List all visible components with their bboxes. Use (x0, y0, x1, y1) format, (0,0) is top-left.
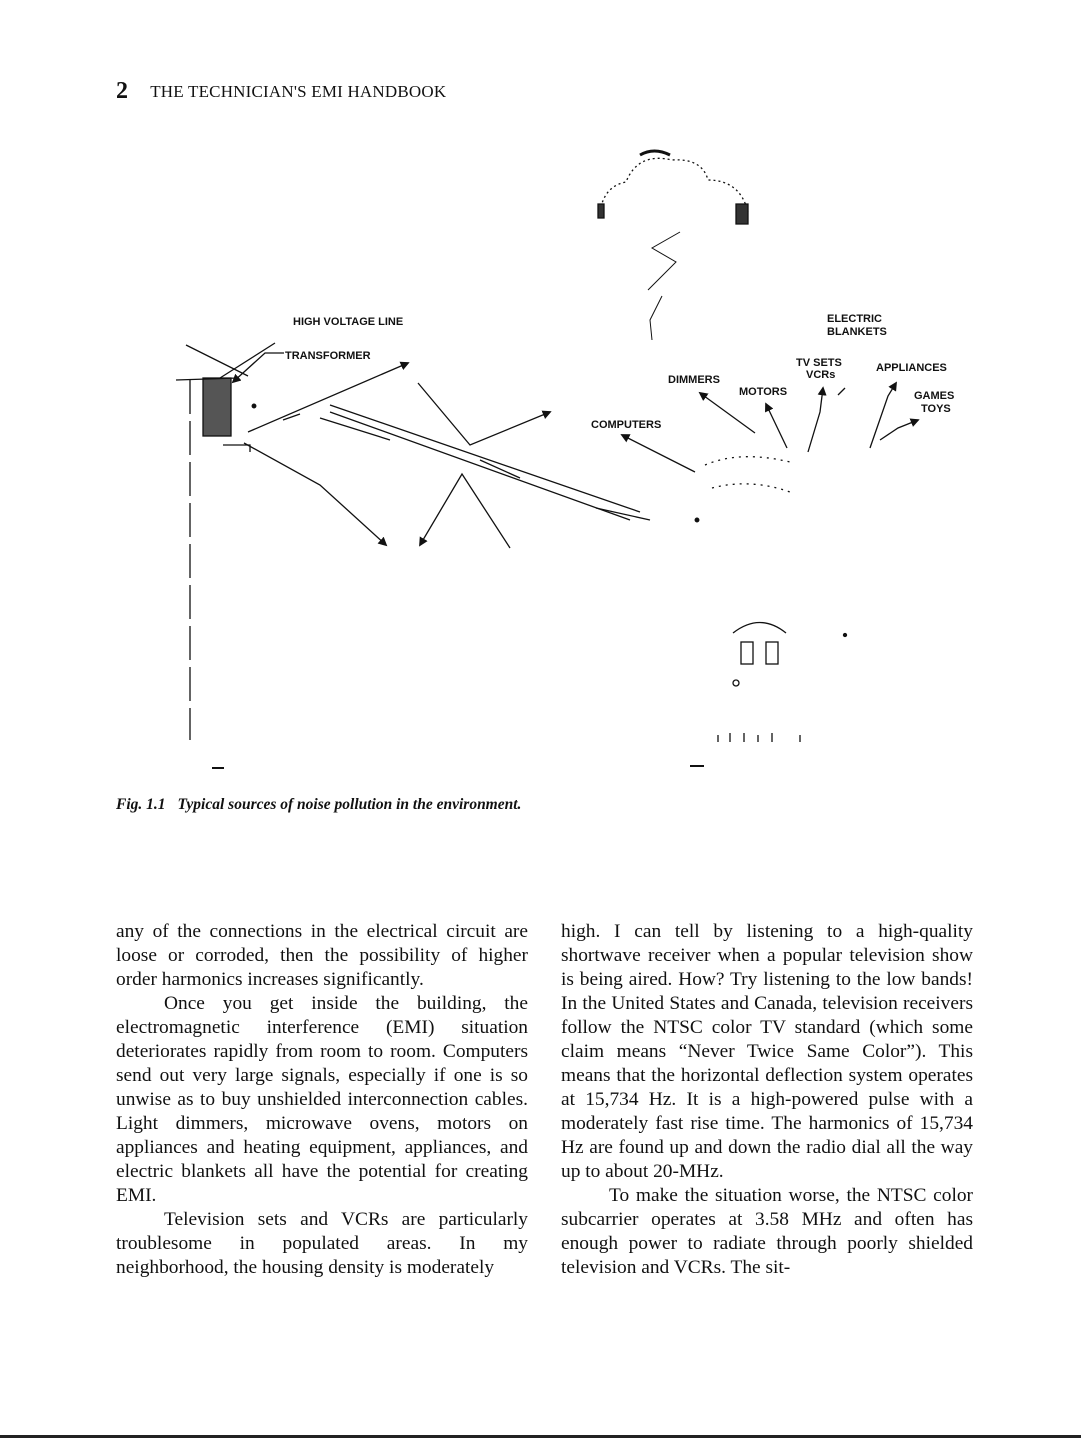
bottom-rule (0, 1435, 1081, 1438)
book-title: THE TECHNICIAN'S EMI HANDBOOK (150, 82, 447, 101)
label-toys: TOYS (921, 403, 951, 415)
figure-drawing (150, 135, 980, 785)
label-vcrs: VCRs (806, 369, 836, 381)
paragraph: any of the connections in the electrical circuit are loose or corroded, then the possibility of higher order harmonics increases significantly. (116, 921, 528, 990)
label-motors: MOTORS (739, 386, 788, 398)
paragraph: high. I can tell by listening to a high-quality shortwave receiver when a popular television show is being aired. How? Try listening to the low bands! In the United States and Canada, television receivers follow the NTSC color TV standard (which some claim means “Never Twice Same Color”). This means that the horizontal deflection system operates at 15,734 Hz. It is a high-powered pulse with a moderately fast rise time. The harmonics of 15,734 Hz are found up and down the radio dial all the way up to about 20-MHz. (561, 921, 973, 1182)
right-column (561, 920, 973, 1280)
figure-caption-text: Typical sources of noise pollution in the environment. (177, 796, 522, 813)
label-tv-sets: TV SETS (796, 357, 842, 369)
figure-number: Fig. 1.1 (116, 796, 166, 813)
label-blankets: BLANKETS (827, 326, 887, 338)
running-head (116, 78, 446, 105)
label-high-voltage-line: HIGH VOLTAGE LINE (293, 316, 404, 328)
page-number: 2 (116, 78, 129, 104)
storm-cloud-icon (598, 151, 748, 340)
house-icon (690, 623, 800, 767)
paragraph: To make the situation worse, the NTSC color subcarrier operates at 3.58 MHz and often has enough power to radiate through poorly shielded television and VCRs. The sit- (561, 1185, 973, 1278)
figure-caption (116, 796, 521, 814)
label-games: GAMES (914, 390, 955, 402)
label-dimmers: DIMMERS (668, 374, 720, 386)
label-appliances: APPLIANCES (876, 362, 947, 374)
paragraph: Television sets and VCRs are particularly troublesome in populated areas. In my neighborhood, the housing density is moderately (116, 1209, 528, 1278)
left-column (116, 920, 528, 1280)
utility-pole-icon (176, 343, 275, 768)
label-electric: ELECTRIC (827, 313, 882, 325)
label-computers: COMPUTERS (591, 419, 662, 431)
figure-noise-sources (150, 135, 980, 785)
label-transformer: TRANSFORMER (285, 350, 371, 362)
paragraph: Once you get inside the building, the electromagnetic interference (EMI) situation deteriorates rapidly from room to room. Computers send out very large signals, especially if one is so unwise as to buy unshielded interconnection cables. Light dimmers, microwave ovens, motors on appliances and heating equipment, appliances, and electric blankets all have the potential for creating EMI. (116, 993, 528, 1206)
